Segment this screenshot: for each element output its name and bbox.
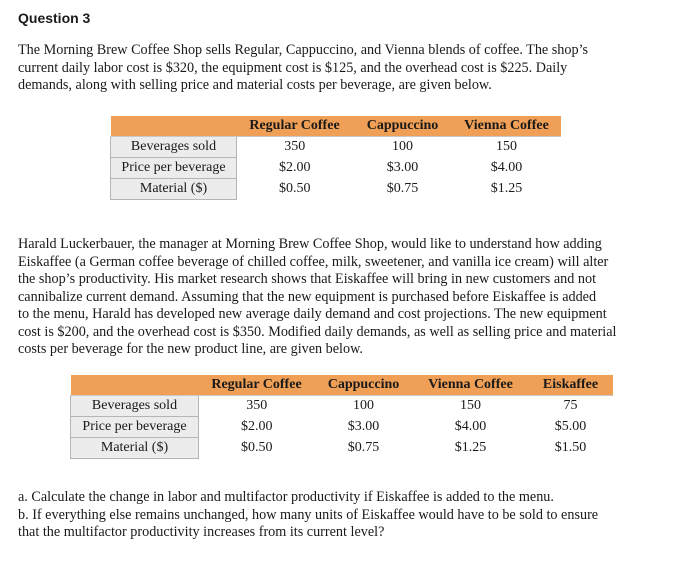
text-line: current daily labor cost is $320, the equipment cost is $125, and the overhead cost is $225. Daily: [18, 59, 568, 76]
table-header-cell: Vienna Coffee: [453, 116, 561, 137]
text-line: The Morning Brew Coffee Shop sells Regular, Cappuccino, and Vienna blends of coffee. The shop’s: [18, 42, 589, 58]
table-row: [71, 417, 613, 438]
row-label: Beverages sold: [111, 137, 237, 158]
text-line: cost is $200, and the overhead cost is $350. Modified daily demands, as well as selling price and material: [18, 323, 617, 340]
table-header-cell: [71, 375, 199, 396]
table-cell: 350: [246, 398, 268, 414]
table-cell: $1.25: [454, 440, 487, 455]
table-cell: 100: [353, 398, 374, 414]
table-header-cell: Vienna Coffee: [413, 375, 529, 396]
table-cell: $2.00: [241, 419, 273, 434]
row-label: Price per beverage: [71, 417, 199, 438]
table-header-cell: Cappuccino: [315, 375, 413, 396]
table-header-cell: Regular Coffee: [237, 116, 353, 137]
table-header-cell: Regular Coffee: [199, 375, 315, 396]
table-cell: 350: [284, 139, 306, 155]
text-line: the shop’s productivity. His market research shows that Eiskaffee will bring in new customers and not: [18, 271, 597, 287]
table-row: [111, 158, 561, 179]
scenario-paragraph: [18, 236, 682, 359]
table-header-cell: Cappuccino: [353, 116, 453, 137]
text-line: Eiskaffee (a German coffee beverage of chilled coffee, milk, sweetener, and vanilla ice cream) will alter: [18, 253, 609, 270]
table-cell: $1.50: [554, 440, 587, 455]
table-cell: $0.50: [241, 440, 273, 455]
row-label: Price per beverage: [111, 158, 237, 179]
table-cell: 150: [496, 139, 517, 155]
table-cell: $0.50: [279, 181, 311, 196]
table-cell: 150: [460, 398, 481, 414]
table-cell: $1.25: [490, 181, 523, 196]
table-cell: $4.00: [454, 419, 487, 434]
table-header-cell: [111, 116, 237, 137]
intro-paragraph: [18, 42, 682, 95]
text-line: a. Calculate the change in labor and multifactor productivity if Eiskaffee is added to the menu.: [18, 489, 554, 505]
table-row: [111, 179, 561, 200]
table-cell: 100: [392, 139, 413, 155]
table-header-row: [71, 375, 613, 396]
question-title: Question 3: [18, 10, 91, 26]
row-label: Beverages sold: [71, 396, 199, 417]
table-header-cell: Eiskaffee: [529, 375, 613, 396]
table-row: [71, 396, 613, 417]
row-label: Material ($): [111, 179, 237, 200]
new-beverages-table: [70, 375, 613, 459]
text-line: Harald Luckerbauer, the manager at Morning Brew Coffee Shop, would like to understand how adding: [18, 236, 602, 252]
text-line: that the multifactor productivity increases from its current level?: [18, 524, 385, 540]
text-line: demands, along with selling price and material costs per beverage, are given below.: [18, 77, 492, 93]
text-line: costs per beverage for the new product line, are given below.: [18, 341, 363, 357]
table-row: [111, 137, 561, 158]
table-cell: $4.00: [490, 160, 523, 175]
table-cell: 75: [563, 398, 578, 414]
table-header-row: [111, 116, 561, 137]
text-line: b. If everything else remains unchanged, how many units of Eiskaffee would have to be sold to ensure: [18, 506, 599, 523]
text-line: cannibalize current demand. Assuming that the new equipment is purchased before Eiskaffee is added: [18, 288, 597, 305]
table-cell: $5.00: [554, 419, 587, 434]
row-label: Material ($): [71, 438, 199, 459]
table-cell: $0.75: [386, 181, 419, 196]
table-cell: $0.75: [347, 440, 380, 455]
questions-paragraph: [18, 489, 682, 542]
table-cell: $2.00: [279, 160, 311, 175]
text-line: to the menu, Harald has developed new average daily demand and cost projections. The new equipment: [18, 306, 607, 322]
table-row: [71, 438, 613, 459]
current-beverages-table: [110, 116, 561, 200]
table-cell: $3.00: [386, 160, 419, 175]
table-cell: $3.00: [347, 419, 380, 434]
